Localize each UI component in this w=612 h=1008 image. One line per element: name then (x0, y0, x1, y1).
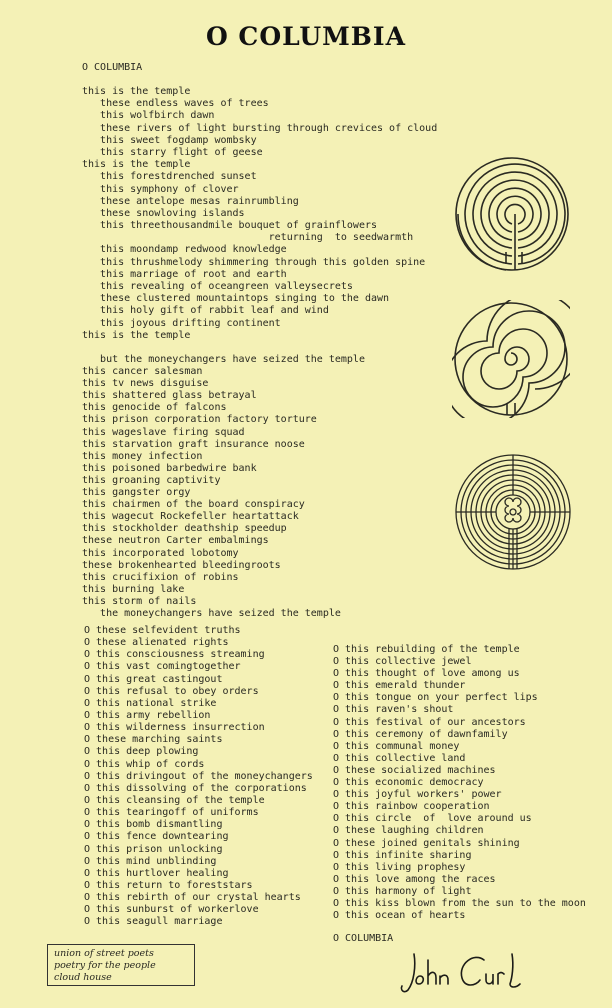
poem-line: O this cleansing of the temple (84, 794, 265, 806)
poem-line: O these selfevident truths (84, 625, 241, 636)
poem-line: O these laughing children (333, 825, 484, 837)
poem-line: O this love among the races (333, 873, 496, 885)
poem-line: these brokenhearted bleedingroots (82, 559, 281, 571)
poem-line: returning to seedwarmth (82, 232, 414, 244)
poem-line: O this circle of love around us (333, 813, 532, 825)
poem-line: this symphony of clover (82, 183, 239, 195)
poem-line: this shattered glass betrayal (82, 390, 257, 402)
poem-line: but the moneychangers have seized the temple (82, 354, 365, 365)
poem-line: this burning lake (82, 583, 185, 595)
poem-line: O this hurtlover healing (84, 867, 229, 879)
poem-line: these rivers of light bursting through crevices of cloud (82, 122, 438, 134)
poem-line: O this tearingoff of uniforms (84, 807, 259, 819)
poem-line: this marriage of root and earth (82, 268, 287, 280)
poem-line: the moneychangers have seized the temple (82, 607, 341, 619)
poem-line: O this fence downtearing (84, 831, 229, 843)
poem-line: O this raven's shout (333, 704, 454, 716)
poem-line: O this living prophesy (333, 861, 466, 873)
poem-line: O this economic democracy (333, 777, 484, 789)
poem-line: this moondamp redwood knowledge (82, 244, 287, 256)
poem-line: this holy gift of rabbit leaf and wind (82, 305, 329, 317)
poem-line: O this national strike (84, 697, 217, 709)
poem-line: these clustered mountaintops singing to the dawn (82, 293, 390, 305)
poem-line: O this tongue on your perfect lips (333, 692, 538, 704)
poem-line: this money infection (82, 450, 203, 462)
poem-line: O this ceremony of dawnfamily (333, 728, 508, 740)
poem-line: O this dissolving of the corporations (84, 782, 307, 794)
poem-line: this thrushmelody shimmering through this golden spine (82, 256, 426, 268)
poem-line: this revealing of oceangreen valleysecrets (82, 281, 353, 292)
poem-line: O this mind unblinding (84, 855, 217, 867)
poem-line: this chairmen of the board conspiracy (82, 499, 305, 511)
poem-line: O this prison unlocking (84, 843, 223, 855)
poem-subtitle: O COLUMBIA (82, 62, 143, 73)
poem-line: O this harmony of light (333, 885, 472, 897)
poem-line: this incorporated lobotomy (82, 547, 239, 559)
poem-line: O these marching saints (84, 734, 223, 746)
stamp-line: cloud house (54, 972, 112, 983)
poem-line: these antelope mesas rainrumbling (82, 195, 299, 207)
poem-line: O this rainbow cooperation (333, 801, 490, 813)
poem-line: O this rebuilding of the temple (333, 644, 520, 655)
poem-line: this wagecut Rockefeller heartattack (82, 511, 299, 523)
poem-line: O this thought of love among us (333, 668, 520, 680)
stanza-o-left-column (84, 625, 313, 929)
poem-line: this wageslave firing squad (82, 426, 245, 438)
labyrinth-icon (452, 452, 574, 572)
poem-line: O this kiss blown from the sun to the moon (333, 897, 586, 909)
poem-line: O this whip of cords (84, 758, 205, 770)
poem-line: O this consciousness streaming (84, 649, 265, 661)
poem-line: O this vast comingtogether (84, 661, 241, 673)
poem-line: O these socialized machines (333, 764, 496, 776)
poem-line: this wolfbirch dawn (82, 110, 215, 122)
poem-line: O this refusal to obey orders (84, 685, 259, 697)
poem-line: O this collective jewel (333, 656, 472, 668)
poem-line: this is the temple (82, 329, 191, 341)
poem-closing: O COLUMBIA (333, 933, 394, 944)
poem-banner-title: O COLUMBIA (205, 22, 407, 51)
stamp-line: poetry for the people (54, 960, 156, 971)
poem-line: this storm of nails (82, 595, 197, 607)
stamp-line: union of street poets (54, 948, 154, 959)
poem-line: this poisoned barbedwire bank (82, 462, 257, 474)
poem-line: O this wilderness insurrection (84, 722, 265, 734)
poem-line: these snowloving islands (82, 207, 245, 219)
labyrinth-icon (452, 300, 570, 418)
poem-line: this threethousandmile bouquet of grainflowers (82, 220, 378, 232)
poem-line: O this joyful workers' power (333, 789, 502, 801)
poem-line: O this great castingout (84, 673, 223, 685)
poem-line: this starry flight of geese (82, 146, 263, 158)
publisher-stamp (47, 944, 195, 986)
poem-line: this starvation graft insurance noose (82, 438, 305, 450)
poem-line: O this emerald thunder (333, 680, 466, 692)
stanza-moneychangers (82, 354, 365, 620)
poem-line: O this collective land (333, 752, 466, 764)
poem-line: O this return to foreststars (84, 879, 253, 891)
poem-line: O this sunburst of workerlove (84, 904, 259, 916)
poem-line: this is the temple (82, 159, 191, 171)
poem-line: O this infinite sharing (333, 849, 472, 861)
poem-line: this groaning captivity (82, 474, 221, 486)
poem-line: O this communal money (333, 740, 460, 752)
poem-line: O this festival of our ancestors (333, 716, 526, 728)
poem-line: this joyous drifting continent (82, 317, 281, 329)
stanza-temple (82, 86, 437, 342)
poem-line: this genocide of falcons (82, 402, 227, 414)
poem-line: this forestdrenched sunset (82, 171, 257, 183)
poem-line: these endless waves of trees (82, 98, 269, 110)
poem-line: this prison corporation factory torture (82, 414, 317, 426)
author-signature (398, 946, 528, 998)
poem-line: O this deep plowing (84, 746, 199, 758)
poem-line: O this seagull marriage (84, 916, 223, 928)
poem-line: O this army rebellion (84, 709, 211, 721)
stanza-o-right-column (333, 644, 586, 922)
poem-line: O this rebirth of our crystal hearts (84, 892, 301, 904)
poem-line: O this drivingout of the moneychangers (84, 770, 313, 782)
poem-line: this cancer salesman (82, 366, 203, 378)
poem-line: O this ocean of hearts (333, 910, 466, 922)
poem-line: this gangster orgy (82, 487, 191, 499)
poem-line: O these joined genitals shining (333, 837, 520, 849)
poem-line: these neutron Carter embalmings (82, 535, 269, 547)
poem-line: O these alienated rights (84, 637, 229, 649)
poem-line: this sweet fogdamp wombsky (82, 134, 257, 146)
poem-line: this stockholder deathship speedup (82, 523, 287, 535)
labyrinth-icon (452, 152, 572, 280)
poem-line: this is the temple (82, 86, 191, 97)
poem-line: O this bomb dismantling (84, 819, 223, 831)
poem-line: this tv news disguise (82, 378, 209, 390)
poem-line: this crucifixion of robins (82, 571, 239, 583)
